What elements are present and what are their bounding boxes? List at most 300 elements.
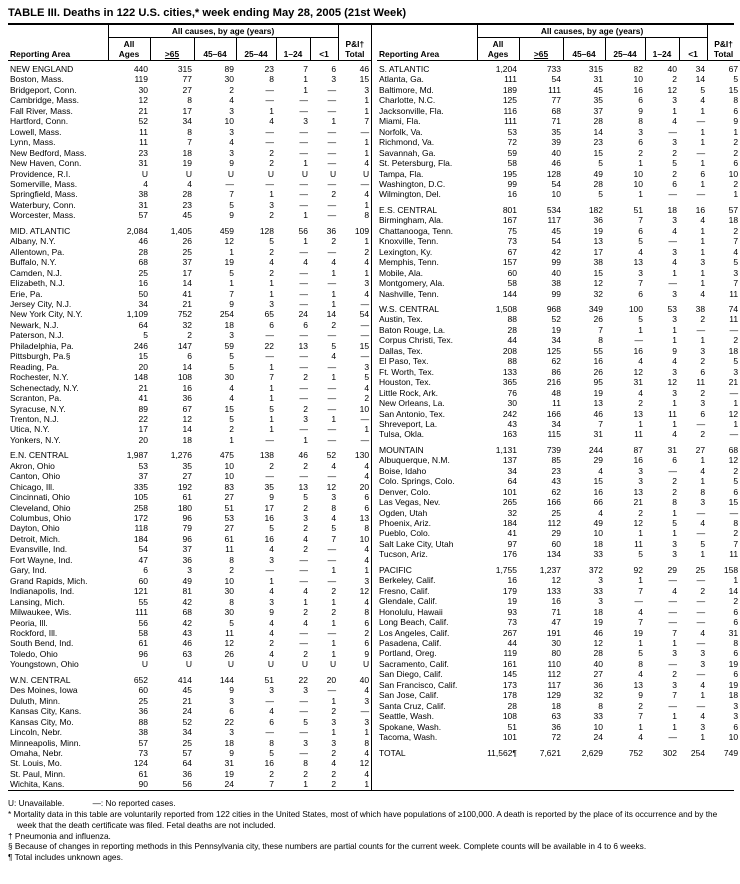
age-spanner-header: All causes, by age (years) [477, 25, 707, 38]
value-cell: 19 [182, 158, 192, 169]
value-cell: 36 [182, 554, 192, 565]
city-row [377, 158, 740, 168]
value-cell: 11 [696, 377, 706, 388]
value-cell: 258 [133, 502, 148, 513]
value-cell: 3 [700, 648, 706, 659]
reporting-area-cell: Fresno, Calif. [379, 585, 430, 596]
reporting-area-cell: St. Louis, Mo. [10, 758, 62, 769]
value-cell: 2 [638, 398, 643, 409]
city-row [8, 404, 371, 414]
value-cell: 315 [588, 64, 603, 74]
value-cell: 1 [638, 721, 643, 732]
city-row [8, 706, 371, 716]
value-cell: 3 [229, 330, 234, 341]
value-cell: 246 [133, 340, 148, 351]
value-cell: 43 [551, 476, 561, 487]
value-cell: 1 [364, 424, 370, 435]
value-cell: 1 [672, 324, 677, 335]
reporting-area-cell: Jacksonville, Fla. [379, 105, 444, 116]
city-row [8, 127, 371, 137]
value-cell: 19 [593, 617, 603, 628]
value-cell: 38 [138, 189, 148, 200]
value-cell: 1 [672, 105, 677, 116]
value-cell: 7 [638, 711, 643, 722]
value-cell: 9 [672, 345, 677, 356]
value-cell: 372 [588, 564, 603, 575]
value-cell: 51 [224, 502, 234, 513]
value-cell: 2 [269, 158, 274, 169]
value-cell: 2 [331, 706, 337, 717]
value-cell: U [301, 659, 308, 670]
value-cell: 4 [364, 596, 370, 607]
value-cell: 35 [551, 126, 561, 137]
value-cell: 10 [633, 168, 643, 179]
value-cell: 8 [598, 335, 603, 346]
value-cell: 5 [269, 748, 274, 758]
value-cell: — [327, 105, 337, 116]
value-cell: 2 [269, 638, 274, 649]
value-cell: 88 [507, 314, 517, 325]
city-row [377, 680, 740, 690]
value-cell: 2 [700, 314, 706, 325]
value-cell: 1 [638, 418, 643, 429]
value-cell: 4 [364, 460, 370, 471]
value-cell: 182 [588, 204, 603, 215]
value-cell: 18 [224, 737, 234, 748]
reporting-area-cell: Long Beach, Calif. [379, 617, 449, 628]
value-cell: 45 [182, 685, 192, 696]
value-cell: 119 [503, 648, 517, 659]
reporting-area-cell: Newark, N.J. [10, 319, 59, 330]
value-cell: 27 [593, 669, 603, 680]
value-cell: 124 [133, 758, 148, 769]
value-cell: — [360, 126, 370, 137]
value-cell: — [327, 434, 337, 445]
value-cell: 13 [359, 513, 370, 524]
value-cell: 6 [638, 288, 643, 299]
value-cell: 38 [138, 727, 148, 738]
reporting-area-cell: Salt Lake City, Utah [379, 538, 454, 549]
value-cell: 5 [229, 199, 234, 210]
city-row [377, 127, 740, 137]
value-cell: 111 [504, 116, 517, 127]
value-cell: 1,276 [170, 450, 192, 461]
value-cell: 58 [507, 158, 517, 169]
city-row [8, 393, 371, 403]
value-cell: 2 [672, 486, 677, 497]
value-cell: 21 [633, 497, 643, 508]
reporting-area-cell: Utica, N.Y. [10, 424, 50, 435]
value-cell: 42 [182, 596, 192, 607]
value-cell: 3 [733, 711, 739, 722]
value-cell: 8 [364, 737, 370, 748]
value-cell: 30 [551, 638, 561, 649]
city-row [377, 148, 740, 158]
value-cell: 37 [593, 105, 603, 116]
reporting-area-cell: Albany, N.Y. [10, 236, 56, 247]
value-cell: 96 [138, 648, 148, 659]
value-cell: 1 [364, 105, 370, 116]
city-row [8, 278, 371, 288]
value-cell: 12 [728, 455, 739, 466]
value-cell: 28 [507, 700, 517, 711]
value-cell: 733 [546, 64, 561, 74]
value-cell: 1 [733, 189, 739, 200]
value-cell: 2 [331, 586, 337, 597]
value-cell: 3 [638, 476, 643, 487]
value-cell: 5 [229, 351, 234, 362]
value-cell: 4 [672, 225, 677, 236]
value-cell: 47 [138, 554, 148, 565]
city-row [377, 356, 740, 366]
value-cell: 6 [733, 617, 739, 628]
city-row [377, 247, 740, 257]
value-cell: 4 [269, 586, 274, 597]
city-row [377, 74, 740, 84]
value-cell: 119 [134, 74, 148, 85]
region-total-row [377, 743, 740, 758]
value-cell: 1 [638, 158, 643, 169]
value-cell: 39 [551, 137, 561, 148]
value-cell: 3 [598, 596, 603, 607]
city-row [377, 528, 740, 538]
value-cell: 2 [269, 267, 274, 278]
value-cell: 6 [269, 716, 274, 727]
city-row [8, 95, 371, 105]
value-cell: 652 [133, 674, 148, 685]
value-cell: 14 [593, 126, 603, 137]
value-cell: 10 [728, 732, 739, 743]
value-cell: 10 [224, 575, 234, 586]
value-cell: 14 [182, 424, 192, 435]
reporting-area-cell: Worcester, Mass. [10, 210, 76, 221]
city-row [377, 236, 740, 246]
value-cell: 30 [224, 74, 234, 85]
value-cell: 1 [303, 84, 308, 95]
value-cell: 2 [638, 700, 643, 711]
value-cell: 16 [138, 278, 148, 289]
value-cell: 35 [182, 460, 192, 471]
value-cell: 1 [331, 565, 337, 576]
value-cell: 195 [502, 168, 517, 179]
reporting-area-cell: Detroit, Mich. [10, 533, 61, 544]
reporting-area-cell: Baltimore, Md. [379, 84, 434, 95]
value-cell: — [696, 606, 706, 617]
value-cell: 1 [672, 638, 677, 649]
value-cell: 4 [364, 257, 370, 268]
value-cell: 19 [593, 225, 603, 236]
value-cell: 96 [182, 533, 192, 544]
value-cell: 4 [364, 382, 370, 393]
value-cell: 111 [548, 84, 561, 95]
value-cell: 2 [733, 465, 739, 476]
value-cell: — [265, 471, 274, 482]
value-cell: 7 [638, 585, 643, 596]
value-cell: — [299, 199, 308, 210]
value-cell: 6 [143, 565, 148, 576]
value-cell: 7 [229, 288, 234, 299]
header-spacer [707, 25, 740, 38]
value-cell: 21 [138, 382, 148, 393]
value-cell: 31 [138, 158, 148, 169]
value-cell: 1,109 [126, 309, 148, 320]
city-row [377, 388, 740, 398]
value-cell: — [696, 596, 706, 607]
value-cell: — [360, 351, 370, 362]
reporting-area-cell: Omaha, Nebr. [10, 748, 63, 758]
city-row [377, 377, 740, 387]
value-cell: 6 [364, 502, 370, 513]
reporting-area-cell: Elizabeth, N.J. [10, 278, 65, 289]
value-cell: 8 [700, 486, 706, 497]
value-cell: 3 [638, 465, 643, 476]
value-cell: 37 [182, 257, 192, 268]
value-cell: 3 [229, 126, 234, 137]
value-cell: 2 [638, 507, 643, 518]
value-cell: 1,237 [539, 564, 561, 575]
value-cell: 5 [638, 314, 643, 325]
value-cell: 10 [633, 74, 643, 85]
value-cell: 30 [507, 398, 517, 409]
footnote-section: § Because of changes in reporting methods in this Pennsylvania city, these numbers are partial counts for the current week. Complete counts will be available in 4 to 6 weeks. [8, 841, 647, 852]
value-cell: 1,508 [495, 303, 517, 314]
value-cell: 73 [138, 748, 148, 758]
value-cell: — [729, 324, 739, 335]
city-row [8, 555, 371, 565]
value-cell: 28 [182, 189, 192, 200]
value-cell: — [265, 434, 274, 445]
city-row [8, 309, 371, 319]
value-cell: U [362, 168, 370, 179]
value-cell: 2 [331, 189, 337, 200]
reporting-area-cell: Little Rock, Ark. [379, 387, 439, 398]
reporting-area-cell: Boise, Idaho [379, 465, 427, 476]
value-cell: 28 [138, 246, 148, 257]
value-cell: 68 [182, 607, 192, 618]
value-cell: 71 [551, 606, 561, 617]
reporting-area-cell: Lowell, Mass. [10, 126, 62, 137]
reporting-area-cell: Cambridge, Mass. [10, 95, 79, 106]
reporting-area-cell: New Haven, Conn. [10, 158, 82, 169]
value-cell: 24 [593, 732, 603, 743]
region-total-row [377, 61, 740, 75]
col-header-ge65: >65 [519, 38, 563, 61]
value-cell: 16 [264, 533, 274, 544]
value-cell: 46 [593, 627, 603, 638]
value-cell: 134 [546, 549, 561, 560]
value-cell: 62 [551, 486, 561, 497]
value-cell: 16 [695, 204, 706, 215]
value-cell: 4 [229, 393, 234, 404]
value-cell: 18 [728, 215, 739, 226]
value-cell: 1 [364, 147, 370, 158]
value-cell: 73 [507, 617, 517, 628]
value-cell: — [696, 638, 706, 649]
value-cell: 64 [138, 319, 148, 330]
value-cell: — [299, 267, 308, 278]
city-row [377, 575, 740, 585]
value-cell: 189 [502, 84, 517, 95]
value-cell: 3 [672, 246, 677, 257]
value-cell: 12 [593, 278, 603, 289]
value-cell: — [668, 575, 677, 586]
value-cell: 3 [733, 267, 739, 278]
value-cell: — [729, 387, 739, 398]
value-cell: 1 [364, 137, 370, 148]
value-cell: 3 [700, 658, 706, 669]
value-cell: 2 [269, 210, 274, 221]
value-cell: 18 [182, 147, 192, 158]
value-cell: U [185, 659, 192, 670]
value-cell: 4 [331, 351, 337, 362]
value-cell: — [299, 178, 308, 189]
value-cell: 5 [331, 340, 337, 351]
value-cell: 2 [733, 335, 739, 346]
value-cell: 4 [364, 544, 370, 555]
value-cell: 24 [298, 309, 308, 320]
value-cell: 36 [182, 768, 192, 779]
value-cell: 42 [551, 246, 561, 257]
value-cell: 4 [269, 544, 274, 555]
city-row [377, 648, 740, 658]
value-cell: 8 [229, 596, 234, 607]
value-cell: 1 [269, 575, 274, 586]
value-cell: 3 [303, 116, 308, 127]
reporting-area-cell: Reading, Pa. [10, 361, 60, 372]
value-cell: 22 [264, 340, 274, 351]
value-cell: — [668, 732, 677, 743]
value-cell: — [265, 178, 274, 189]
value-cell: 30 [224, 607, 234, 618]
reporting-area-cell: South Bend, Ind. [10, 638, 74, 649]
value-cell: 34 [507, 465, 517, 476]
value-cell: 11 [668, 408, 677, 419]
reporting-area-cell: Akron, Ohio [10, 460, 55, 471]
reporting-area-cell: Allentown, Pa. [10, 246, 65, 257]
value-cell: 7 [638, 278, 643, 289]
value-cell: 8 [638, 116, 643, 127]
value-cell: 2 [672, 669, 677, 680]
value-cell: 133 [502, 366, 517, 377]
value-cell: 12 [633, 366, 643, 377]
value-cell: — [299, 351, 308, 362]
city-row [8, 649, 371, 659]
value-cell: 82 [633, 64, 643, 74]
value-cell: 4 [638, 606, 643, 617]
reporting-area-cell: Boston, Mass. [10, 74, 64, 85]
value-cell: 4 [229, 137, 234, 148]
value-cell: 17 [182, 105, 192, 116]
value-cell: 3 [229, 147, 234, 158]
value-cell: 31 [593, 74, 603, 85]
value-cell: 1 [331, 648, 337, 659]
reporting-area-cell: Lynn, Mass. [10, 137, 56, 148]
value-cell: 28 [507, 324, 517, 335]
value-cell: 77 [182, 74, 192, 85]
region-total-row [8, 670, 371, 685]
value-cell: 10 [224, 460, 234, 471]
value-cell: 34 [551, 335, 561, 346]
value-cell: 15 [728, 497, 739, 508]
city-row [8, 607, 371, 617]
value-cell: 1 [638, 189, 643, 200]
value-cell: 7 [733, 278, 739, 289]
value-cell: U [141, 168, 148, 179]
value-cell: 1 [672, 398, 677, 409]
footnote-legend [8, 798, 734, 809]
value-cell: 2 [331, 768, 337, 779]
value-cell: 2 [229, 565, 234, 576]
table-grid [8, 23, 739, 791]
value-cell: 440 [133, 64, 148, 74]
value-cell: 40 [551, 267, 561, 278]
value-cell: 1 [331, 298, 337, 309]
value-cell: 1 [269, 105, 274, 116]
col-header-reporting-area: Reporting Area [377, 38, 477, 61]
reporting-area-cell: Richmond, Va. [379, 137, 435, 148]
value-cell: 43 [182, 628, 192, 639]
value-cell: 3 [364, 716, 370, 727]
city-row [377, 669, 740, 679]
reporting-area-cell: S. ATLANTIC [379, 64, 430, 74]
value-cell: 23 [138, 147, 148, 158]
value-cell: 1 [700, 236, 706, 247]
value-cell: — [360, 319, 370, 330]
reporting-area-cell: Nashville, Tenn. [379, 288, 439, 299]
value-cell: 15 [359, 74, 370, 85]
header-spanner-row [377, 25, 740, 38]
value-cell: 5 [229, 413, 234, 424]
value-cell: 20 [359, 481, 370, 492]
value-cell: 54 [138, 544, 148, 555]
value-cell: 76 [507, 387, 517, 398]
value-cell: 8 [269, 737, 274, 748]
value-cell: — [265, 330, 274, 341]
reporting-area-cell: Minneapolis, Minn. [10, 737, 81, 748]
value-cell: 4 [598, 465, 603, 476]
city-row [377, 711, 740, 721]
value-cell: 55 [138, 596, 148, 607]
region-total-row [377, 299, 740, 314]
region-total-row [8, 221, 371, 236]
value-cell: 1 [331, 727, 337, 738]
reporting-area-cell: Buffalo, N.Y. [10, 257, 57, 268]
reporting-area-cell: E.S. CENTRAL [379, 204, 438, 215]
value-cell: 33 [593, 549, 603, 560]
value-cell: 242 [502, 408, 517, 419]
value-cell: 61 [182, 492, 192, 503]
value-cell: — [668, 617, 677, 628]
reporting-area-cell: Tucson, Ariz. [379, 549, 428, 560]
city-row [377, 409, 740, 419]
reporting-area-cell: Glendale, Calif. [379, 596, 438, 607]
value-cell: 60 [138, 685, 148, 696]
reporting-area-cell: PACIFIC [379, 564, 412, 575]
value-cell: 20 [326, 674, 337, 685]
value-cell: 46 [298, 450, 308, 461]
value-cell: 26 [593, 366, 603, 377]
value-cell: 1 [672, 711, 677, 722]
footnotes [8, 798, 734, 863]
city-row [8, 685, 371, 695]
reporting-area-cell: Pueblo, Colo. [379, 528, 431, 539]
value-cell: 53 [224, 513, 234, 524]
value-cell: — [327, 575, 337, 586]
value-cell: — [634, 335, 643, 346]
city-row [8, 586, 371, 596]
value-cell: 192 [177, 481, 192, 492]
value-cell: 25 [182, 737, 192, 748]
